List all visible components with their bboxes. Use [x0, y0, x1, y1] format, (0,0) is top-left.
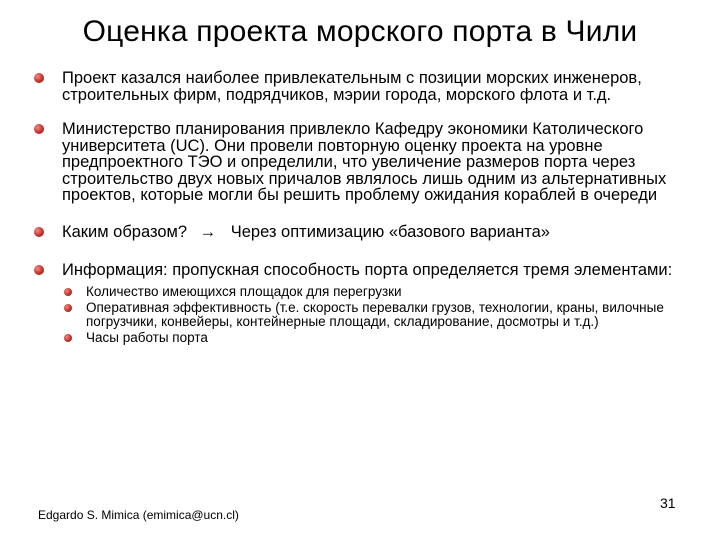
red-sphere-bullet-icon — [34, 265, 44, 275]
sub-bullet-text: Количество имеющихся площадок для перегрузки — [86, 283, 402, 299]
sub-bullet-text: Оперативная эффективность (т.е. скорость перевалки грузов, технологии, краны, вилочные погрузчики, конвейеры, контейнерные площади, складирование, досмотры и т.д.) — [86, 299, 664, 329]
sub-bullet-item — [64, 285, 674, 299]
bullet-item — [34, 121, 674, 204]
red-sphere-bullet-icon — [64, 304, 72, 312]
red-sphere-bullet-icon — [34, 73, 44, 83]
red-sphere-bullet-icon — [64, 334, 72, 342]
bullet-text: Информация: пропускная способность порта определяется тремя элементами: — [62, 261, 673, 279]
right-arrow-icon: → — [199, 222, 217, 241]
bullet-item — [34, 70, 674, 103]
bullet-list — [34, 70, 674, 345]
page-number: 31 — [660, 495, 676, 511]
sub-bullet-list — [64, 285, 674, 345]
red-sphere-bullet-icon — [64, 288, 72, 296]
bullet-item — [34, 224, 674, 241]
bullet-item — [34, 262, 674, 345]
sub-bullet-text: Часы работы порта — [86, 329, 208, 345]
slide-title: Оценка проекта морского порта в Чили — [82, 15, 638, 48]
bullet-text: Министерство планирования привлекло Кафедру экономики Католического университета (UC). Они провели повторную оценку проекта на уровне предпроектного ТЭО и определили, что увеличение размеров порта через строительство двух новых причалов являлось лишь одним из альтернативных проектов, которые могли бы решить проблему ожидания кораблей в очереди — [62, 120, 667, 204]
footer-author: Edgardo S. Mimica (emimica@ucn.cl) — [38, 508, 239, 522]
sub-bullet-item — [64, 331, 674, 345]
red-sphere-bullet-icon — [34, 227, 44, 237]
bullet-answer: Через оптимизацию «базового варианта» — [230, 222, 550, 241]
red-sphere-bullet-icon — [34, 124, 44, 134]
bullet-question: Каким образом? — [62, 222, 188, 241]
sub-bullet-item — [64, 301, 674, 329]
bullet-text: Проект казался наиболее привлекательным с позиции морских инженеров, строительных фирм, подрядчиков, мэрии города, морского флота и т.д. — [62, 69, 642, 104]
